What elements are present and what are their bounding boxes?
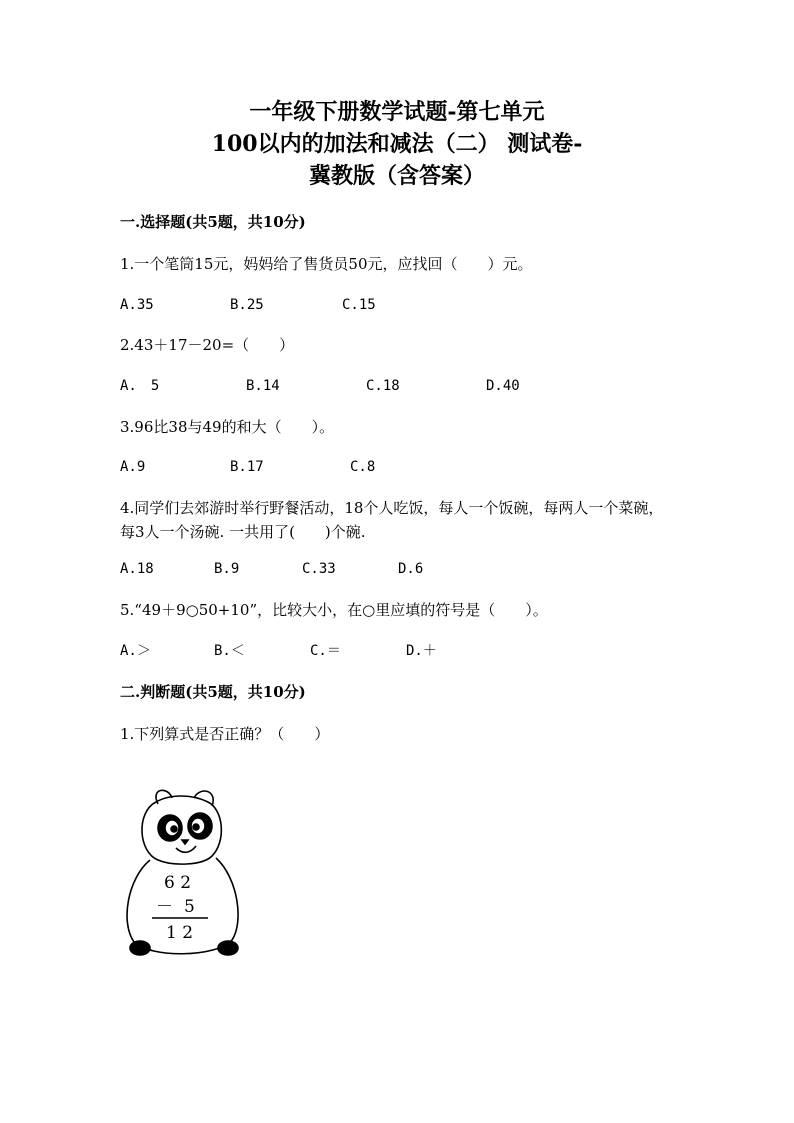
question-4: 4.同学们去郊游时举行野餐活动，18个人吃饭，每人一个饭碗，每两人一个菜碗，每3人一个汤碗. 一共用了( )个碗.: [120, 499, 664, 541]
title-line-1: 一年级下册数学试题-第七单元: [249, 99, 545, 125]
option-b: B.14: [246, 378, 280, 394]
question-3: 3.96比38与49的和大（ ）。: [120, 418, 335, 436]
option-c: C.33: [302, 561, 336, 577]
title-line-3: 冀教版（含答案）: [308, 163, 485, 189]
option-c: C.15: [342, 297, 376, 313]
option-b: B.17: [230, 459, 264, 475]
panda-subtrahend: 5: [184, 897, 195, 917]
section-heading-choice: 一.选择题(共5题，共10分): [120, 213, 306, 231]
panda-top-number: 6 2: [164, 873, 192, 893]
option-b: B.9: [214, 561, 240, 577]
title-line-2: 100以内的加法和减法（二） 测试卷-: [211, 131, 583, 157]
option-c: C.8: [350, 459, 376, 475]
judgment-question-1: 1.下列算式是否正确？（ ）: [120, 725, 330, 743]
option-a: A.9: [120, 459, 146, 475]
option-a: A.18: [120, 561, 154, 577]
option-d: D.40: [486, 378, 520, 394]
option-d: D.6: [398, 561, 424, 577]
option-b: B.25: [230, 297, 264, 313]
question-5: 5.“49＋9○50+10”，比较大小，在○里应填的符号是（ ）。: [120, 601, 548, 619]
option-c: C.18: [366, 378, 400, 394]
panda-result: 1 2: [166, 923, 194, 943]
section-heading-judgment: 二.判断题(共5题，共10分): [120, 683, 306, 701]
option-a: A. 5: [120, 378, 160, 394]
panda-operator: －: [156, 897, 173, 917]
option-d: D.＋: [406, 643, 437, 659]
option-b: B.＜: [214, 643, 245, 659]
panda-illustration: [120, 782, 250, 962]
option-a: A.35: [120, 297, 154, 313]
option-c: C.＝: [310, 643, 341, 659]
question-2: 2.43＋17－20=（ ）: [120, 336, 295, 354]
option-a: A.＞: [120, 643, 151, 659]
question-1: 1.一个笔筒15元，妈妈给了售货员50元，应找回（ ）元。: [120, 255, 533, 273]
